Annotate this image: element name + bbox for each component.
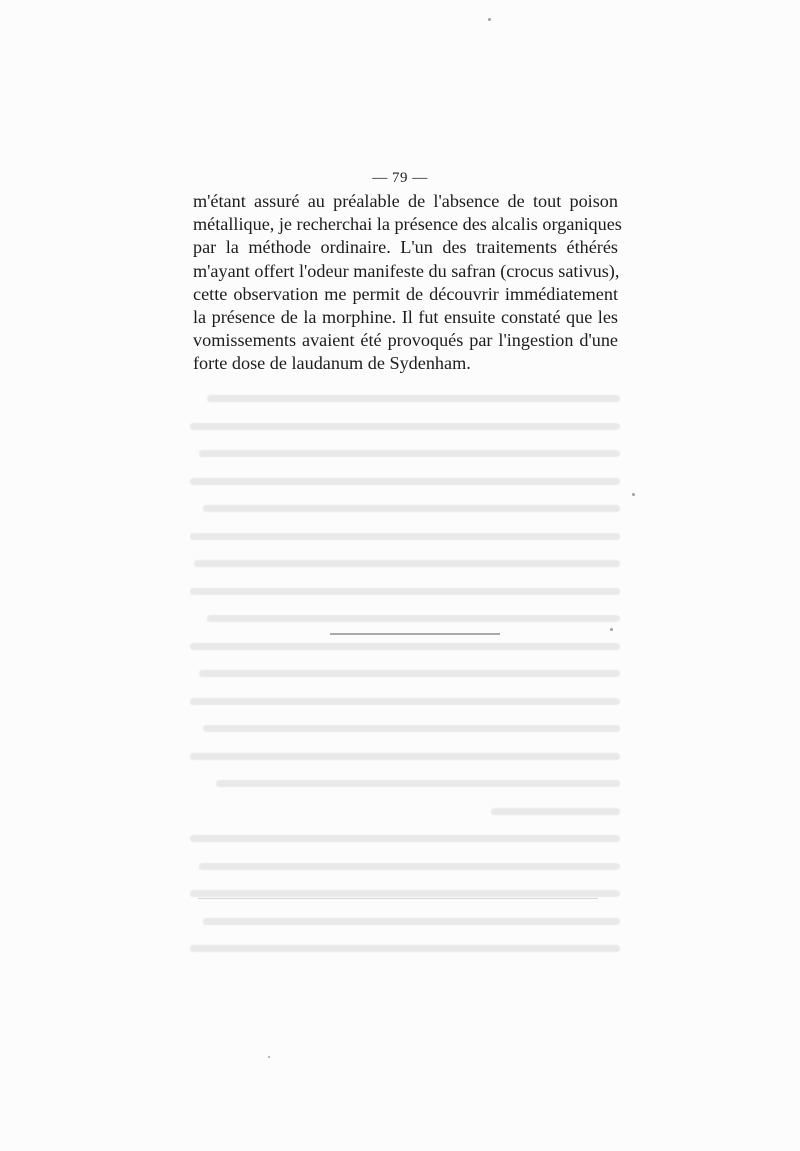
bleed-through-text	[190, 395, 620, 973]
ink-speck	[488, 18, 491, 21]
bleed-through-footnote-rule	[198, 898, 598, 899]
text-line: m'ayant offert l'odeur manifeste du safran (crocus sativus),	[193, 260, 620, 281]
text-line: vomissements avaient été provoqués par l'ingestion d'une	[193, 330, 618, 351]
text-line: forte dose de laudanum de Sydenham.	[193, 353, 471, 374]
text-line: métallique, je recherchai la présence des alcalis organiques	[193, 214, 622, 235]
text-line: m'étant assuré au préalable de l'absence de tout poison	[193, 191, 618, 211]
paragraph	[193, 190, 622, 376]
page-number: — 79 —	[372, 170, 428, 186]
ink-speck	[268, 1056, 270, 1058]
text-line: la présence de la morphine. Il fut ensuite constaté que les	[193, 306, 618, 327]
ink-speck	[632, 493, 635, 496]
text-line: cette observation me permit de découvrir immédiatement	[193, 283, 618, 304]
text-line: par la méthode ordinaire. L'un des traitements éthérés	[193, 237, 618, 258]
bleed-through-rule	[330, 633, 500, 635]
